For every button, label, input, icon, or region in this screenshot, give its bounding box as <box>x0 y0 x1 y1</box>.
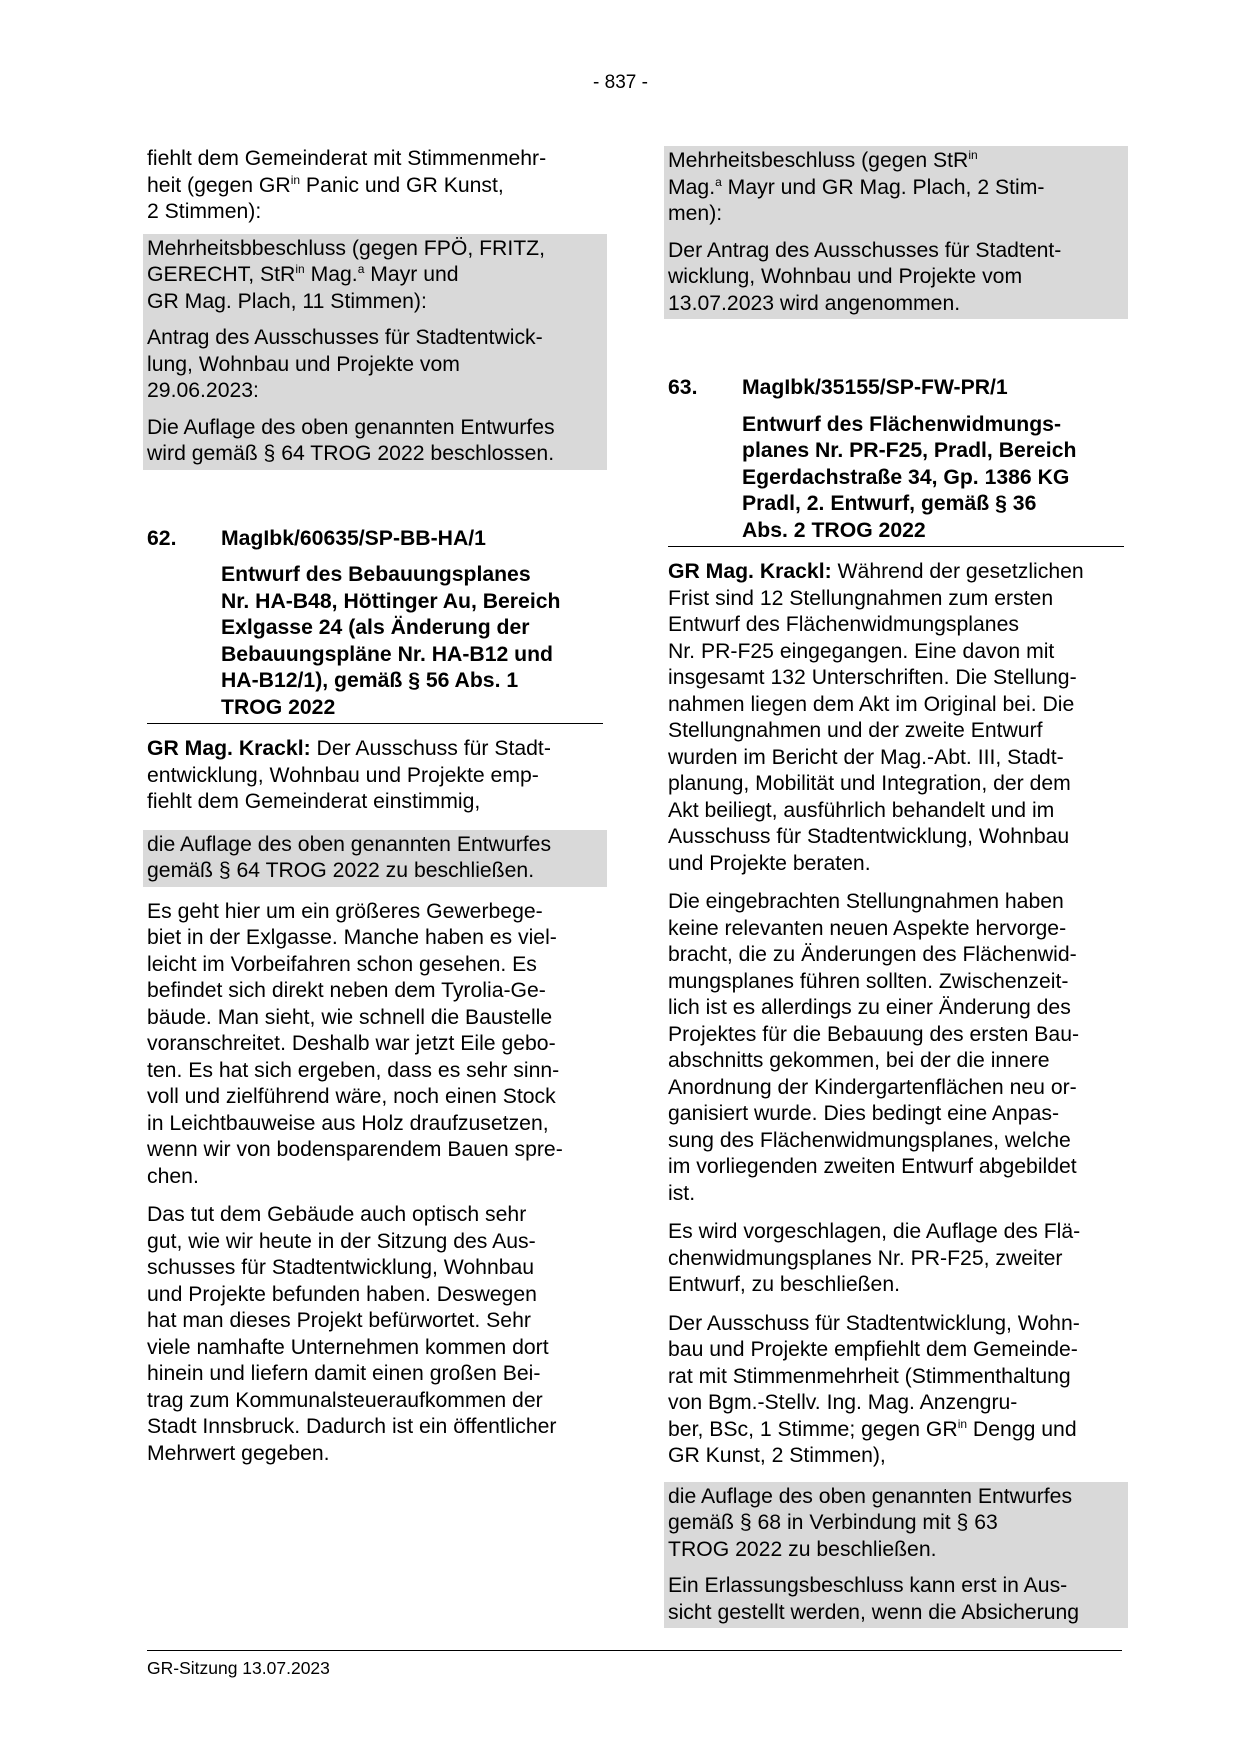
text-line: hinein und liefern damit einen großen Bei- <box>147 1362 541 1385</box>
text-line: sicht gestellt werden, wenn die Absicherung <box>668 1600 1080 1624</box>
text-line: planung, Mobilität und Integration, der dem <box>668 772 1071 795</box>
majority-resolution-text <box>668 148 1124 238</box>
text-line: heit (gegen GR <box>147 173 291 197</box>
superscript: in <box>957 1416 968 1431</box>
text-line: Nr. HA-B48, Höttinger Au, Bereich <box>221 589 561 613</box>
text-line: fiehlt dem Gemeinderat einstimmig, <box>147 790 481 813</box>
text-line: HA-B12/1), gemäß § 56 Abs. 1 <box>221 669 519 692</box>
text-line: Mehrwert gegeben. <box>147 1441 330 1465</box>
proposal-text <box>147 832 603 887</box>
agenda-item-62-title <box>147 562 603 724</box>
agenda-item-title-text <box>742 412 1124 545</box>
text-line: im vorliegenden zweiten Entwurf abgebildet <box>668 1155 1077 1178</box>
body-paragraph <box>147 899 603 1191</box>
text-line: GR Mag. Plach, 11 Stimmen): <box>147 289 427 313</box>
body-paragraph <box>668 1311 1124 1470</box>
superscript: in <box>295 262 305 276</box>
text-line: Projektes für die Bebauung des ersten Bau- <box>668 1022 1080 1046</box>
text-line: 13.07.2023 wird angenommen. <box>668 291 961 315</box>
right-column <box>668 146 1124 1638</box>
agenda-item-reference: MagIbk/60635/SP-BB-HA/1 <box>221 526 486 550</box>
text-line: Entwurf des Flächenwidmungsplanes <box>668 613 1019 636</box>
text-line: Der Ausschuss für Stadtentwicklung, Wohn- <box>668 1311 1080 1335</box>
footer-text: GR-Sitzung 13.07.2023 <box>147 1658 330 1678</box>
resolution-decision-text <box>147 415 603 470</box>
text-line: wenn wir von bodensparendem Bauen spre- <box>147 1138 563 1161</box>
text-line: Mayr und GR Mag. Plach, 2 Stim- <box>721 175 1045 199</box>
text-line: Stellungnahmen und der zweite Entwurf <box>668 719 1043 742</box>
text-line: Ein Erlassungsbeschluss kann erst in Aus- <box>668 1574 1068 1597</box>
text-line: Der Ausschuss für Stadt- <box>310 737 551 760</box>
text-line: Die eingebrachten Stellungnahmen haben <box>668 890 1064 913</box>
text-line: die Auflage des oben genannten Entwurfes <box>147 832 552 856</box>
text-line: chenwidmungsplanes Nr. PR-F25, zweiter <box>668 1246 1063 1270</box>
agenda-item-number: 63. <box>668 376 698 399</box>
agenda-item-reference: MagIbk/35155/SP-FW-PR/1 <box>742 376 1008 399</box>
text-line: biet in der Exlgasse. Manche haben es viel- <box>147 926 557 949</box>
text-line: TROG 2022 zu beschließen. <box>668 1537 937 1561</box>
text-line: Antrag des Ausschusses für Stadtentwick- <box>147 326 543 349</box>
enactment-note-text <box>668 1573 1124 1628</box>
text-line: wicklung, Wohnbau und Projekte vom <box>668 265 1023 288</box>
proposal-box-left <box>143 830 607 887</box>
text-line: Pradl, 2. Entwurf, gemäß § 36 <box>742 492 1037 515</box>
text-line: Ausschuss für Stadtentwicklung, Wohnbau <box>668 825 1070 848</box>
resolution-box-right <box>664 146 1128 319</box>
text-line: voranschreitet. Deshalb war jetzt Eile gebo- <box>147 1032 556 1055</box>
text-line: bäude. Man sieht, wie schnell die Baustelle <box>147 1005 553 1029</box>
text-line: Mehrheitsbbeschluss (gegen FPÖ, FRITZ, <box>147 236 546 260</box>
committee-motion-text <box>147 325 603 415</box>
text-line: viele namhafte Unternehmen kommen dort <box>147 1335 549 1359</box>
agenda-item-62-header <box>147 526 603 553</box>
text-line: Egerdachstraße 34, Gp. 1386 KG <box>742 465 1070 489</box>
text-line: Mag. <box>304 263 358 286</box>
text-line: die Auflage des oben genannten Entwurfes <box>668 1484 1073 1508</box>
superscript: in <box>968 148 978 162</box>
page-number: - 837 - <box>593 72 648 93</box>
text-line: voll und zielführend wäre, noch einen Stock <box>147 1085 556 1108</box>
motion-accepted-text <box>668 238 1124 320</box>
agenda-item-title-text <box>221 562 603 721</box>
text-line: mungsplanes führen sollten. Zwischenzeit- <box>668 969 1069 993</box>
text-line: und Projekte befunden haben. Deswegen <box>147 1282 537 1306</box>
resolution-box-left <box>143 234 607 470</box>
text-line: Der Antrag des Ausschusses für Stadtent- <box>668 238 1062 262</box>
text-line: 29.06.2023: <box>147 379 259 402</box>
body-paragraph <box>668 889 1124 1207</box>
text-line: Es wird vorgeschlagen, die Auflage des Flä- <box>668 1220 1081 1243</box>
text-line: leicht im Vorbeifahren schon gesehen. Es <box>147 952 537 976</box>
text-line: Entwurf des Flächenwidmungs- <box>742 412 1062 436</box>
speaker-paragraph <box>668 559 1124 877</box>
text-line: Während der gesetzlichen <box>831 560 1084 583</box>
text-line: Panic und GR Kunst, <box>300 173 504 197</box>
agenda-item-63-title <box>668 412 1124 548</box>
text-line: GERECHT, StR <box>147 263 296 286</box>
agenda-item-63-header <box>668 375 1124 402</box>
text-line: Mag. <box>668 175 716 199</box>
text-line: trag zum Kommunalsteueraufkommen der <box>147 1388 543 1412</box>
text-line: 2 Stimmen): <box>147 200 262 223</box>
footer-divider <box>147 1650 1122 1651</box>
text-line: von Bgm.-Stellv. Ing. Mag. Anzengru- <box>668 1391 1018 1414</box>
agenda-item-number: 62. <box>147 526 177 550</box>
text-line: GR Kunst, 2 Stimmen), <box>668 1444 886 1467</box>
text-line: keine relevanten neuen Aspekte hervorge- <box>668 916 1067 940</box>
text-line: Bebauungspläne Nr. HA-B12 und <box>221 642 553 666</box>
text-line: gemäß § 68 in Verbindung mit § 63 <box>668 1511 998 1534</box>
text-line: Anordnung der Kindergartenflächen neu or- <box>668 1075 1077 1099</box>
speaker-paragraph <box>147 736 603 816</box>
text-line: chen. <box>147 1164 199 1188</box>
text-line: sung des Flächenwidmungsplanes, welche <box>668 1128 1071 1152</box>
text-line: lich ist es allerdings zu einer Änderung des <box>668 996 1071 1019</box>
text-line: Mayr und <box>364 263 459 286</box>
text-line: Entwurf des Bebauungsplanes <box>221 563 531 586</box>
speaker-name: GR Mag. Krackl: <box>668 560 832 583</box>
majority-resolution-text <box>147 236 603 326</box>
text-line: rat mit Stimmenmehrheit (Stimmenthaltung <box>668 1364 1071 1388</box>
text-line: Die Auflage des oben genannten Entwurfes <box>147 415 555 439</box>
text-line: befindet sich direkt neben dem Tyrolia-Ge- <box>147 979 546 1002</box>
text-line: Exlgasse 24 (als Änderung der <box>221 616 530 639</box>
superscript: a <box>715 174 722 189</box>
left-intro-paragraph <box>147 146 603 226</box>
text-line: Das tut dem Gebäude auch optisch sehr <box>147 1203 527 1226</box>
proposal-text <box>668 1484 1124 1574</box>
text-line: und Projekte beraten. <box>668 851 871 875</box>
left-column <box>147 146 603 1477</box>
text-line: hat man dieses Projekt befürwortet. Sehr <box>147 1309 531 1332</box>
text-line: men): <box>668 202 723 225</box>
text-line: abschnitts gekommen, bei der die innere <box>668 1049 1050 1072</box>
text-line: wurden im Bericht der Mag.-Abt. III, Stadt- <box>668 745 1064 769</box>
text-line: bracht, die zu Änderungen des Flächenwid- <box>668 943 1077 966</box>
text-line: schusses für Stadtentwicklung, Wohnbau <box>147 1256 535 1279</box>
text-line: gut, wie wir heute in der Sitzung des Aus- <box>147 1229 536 1253</box>
text-line: ganisiert wurde. Dies bedingt eine Anpas- <box>668 1102 1060 1125</box>
text-line: ber, BSc, 1 Stimme; gegen GR <box>668 1417 958 1441</box>
proposal-box-right <box>664 1482 1128 1629</box>
text-line: Entwurf, zu beschließen. <box>668 1273 900 1296</box>
text-line: Frist sind 12 Stellungnahmen zum ersten <box>668 586 1054 610</box>
text-line: Akt beiliegt, ausführlich behandelt und im <box>668 798 1055 822</box>
speaker-name: GR Mag. Krackl: <box>147 737 311 760</box>
text-line: in Leichtbauweise aus Holz draufzusetzen, <box>147 1111 549 1135</box>
text-line: planes Nr. PR-F25, Pradl, Bereich <box>742 439 1077 462</box>
text-line: ist. <box>668 1181 696 1205</box>
text-line: Mehrheitsbeschluss (gegen StR <box>668 149 969 172</box>
text-line: nahmen liegen dem Akt im Original bei. Die <box>668 692 1075 716</box>
text-line: bau und Projekte empfiehlt dem Gemeinde- <box>668 1338 1078 1361</box>
text-line: Abs. 2 TROG 2022 <box>742 518 926 542</box>
text-line: ten. Es hat sich ergeben, dass es sehr sinn- <box>147 1058 560 1082</box>
text-line: gemäß § 64 TROG 2022 zu beschließen. <box>147 859 535 882</box>
text-line: lung, Wohnbau und Projekte vom <box>147 352 460 376</box>
text-line: fiehlt dem Gemeinderat mit Stimmenmehr- <box>147 147 547 170</box>
text-line: Nr. PR-F25 eingegangen. Eine davon mit <box>668 639 1055 663</box>
body-paragraph <box>668 1219 1124 1299</box>
text-line: TROG 2022 <box>221 695 336 719</box>
text-line: wird gemäß § 64 TROG 2022 beschlossen. <box>147 442 555 465</box>
text-line: Stadt Innsbruck. Dadurch ist ein öffentlicher <box>147 1415 557 1438</box>
superscript: in <box>290 172 301 187</box>
text-line: entwicklung, Wohnbau und Projekte emp- <box>147 763 539 787</box>
text-line: Es geht hier um ein größeres Gewerbege- <box>147 899 543 923</box>
superscript: a <box>357 262 365 276</box>
text-line: Dengg und <box>967 1417 1077 1441</box>
text-line: insgesamt 132 Unterschriften. Die Stellung- <box>668 666 1077 689</box>
body-paragraph <box>147 1202 603 1467</box>
